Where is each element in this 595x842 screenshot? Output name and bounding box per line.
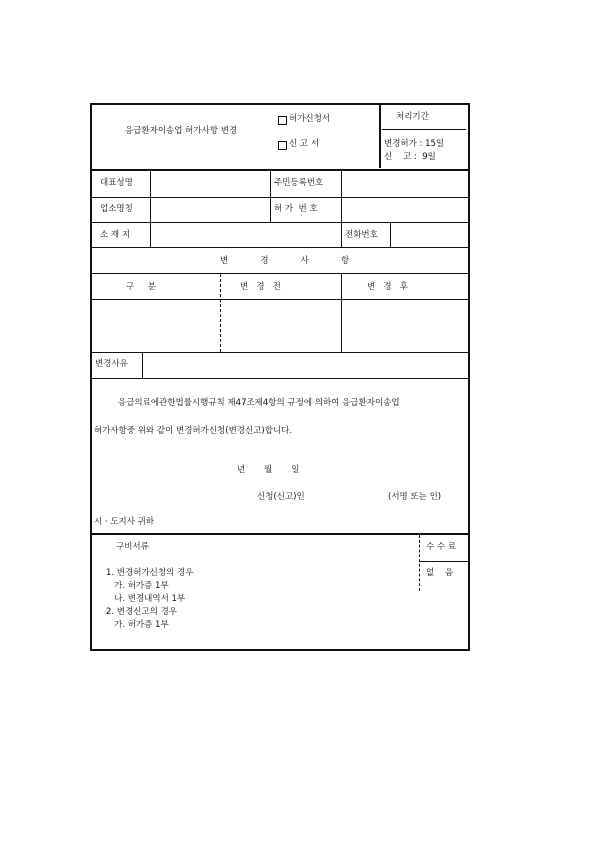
reason-divider <box>142 353 143 378</box>
document-item: 2. 변경신고의 경우 <box>106 607 177 617</box>
reason-label: 변경사유 <box>95 359 128 369</box>
signature-label: (서명 또는 인) <box>388 492 442 502</box>
address-label: 소 재 지 <box>100 230 131 240</box>
label-divider <box>150 223 151 247</box>
column-divider <box>341 274 342 352</box>
category-header: 구 분 <box>126 282 156 292</box>
row-line <box>92 352 468 353</box>
report-checkbox[interactable] <box>278 141 287 150</box>
changes-section-title: 변 경 사 항 <box>220 256 356 266</box>
phone-divider <box>341 223 342 247</box>
fee-line <box>420 561 468 562</box>
row-line <box>92 247 468 248</box>
processing-period-label: 처리기간 <box>396 112 429 122</box>
phone-label: 전화번호 <box>345 230 378 240</box>
row-line <box>92 197 468 198</box>
application-form <box>90 103 470 651</box>
representative-label: 대표성명 <box>100 178 133 188</box>
row-line <box>92 273 468 274</box>
document-item: 나. 변경내역서 1부 <box>106 594 186 604</box>
application-checkbox[interactable] <box>278 116 287 125</box>
form-title: 응급환자이송업 허가사항 변경 <box>125 126 238 136</box>
statement-line-1: 응급의료에관한법률시행규칙 제47조제4항의 규정에 의하여 응급환자이송업 <box>118 398 400 408</box>
resident-no-label: 주민등록번호 <box>274 178 324 188</box>
date-line: 년 월 일 <box>237 465 300 475</box>
before-header: 변 경 전 <box>240 282 281 292</box>
permit-no-label: 허 가 번 호 <box>274 204 318 214</box>
fee-divider <box>419 535 420 591</box>
row-line <box>92 222 468 223</box>
header-bottom-line <box>92 169 468 171</box>
addressee: 시 · 도지사 귀하 <box>94 517 155 527</box>
period-divider <box>379 105 381 168</box>
fee-label: 수 수 료 <box>426 542 457 552</box>
period-report: 신 고 : 9일 <box>384 152 436 162</box>
applicant-label: 신청(신고)인 <box>257 492 305 502</box>
after-header: 변 경 후 <box>367 282 408 292</box>
application-option-label: 허가신청서 <box>289 114 331 124</box>
document-item: 가. 허가증 1부 <box>106 620 169 630</box>
phone-value-divider <box>390 223 391 247</box>
document-item: 1. 변경허가신청의 경우 <box>106 568 194 578</box>
fee-value: 없 음 <box>426 568 454 578</box>
documents-label: 구비서류 <box>116 542 149 552</box>
documents-top-line <box>92 533 468 535</box>
period-permit: 변경허가 : 15일 <box>384 139 445 149</box>
report-option-label: 신 고 서 <box>289 139 320 149</box>
document-item: 가. 허가증 1부 <box>106 581 169 591</box>
row-line <box>92 299 468 300</box>
period-line <box>382 129 466 130</box>
column-divider <box>220 274 221 352</box>
statement-line-2: 허가사항중 위와 같이 변경허가신청(변경신고)합니다. <box>94 426 293 436</box>
business-name-label: 업소명칭 <box>100 204 133 214</box>
row-line <box>92 378 468 379</box>
